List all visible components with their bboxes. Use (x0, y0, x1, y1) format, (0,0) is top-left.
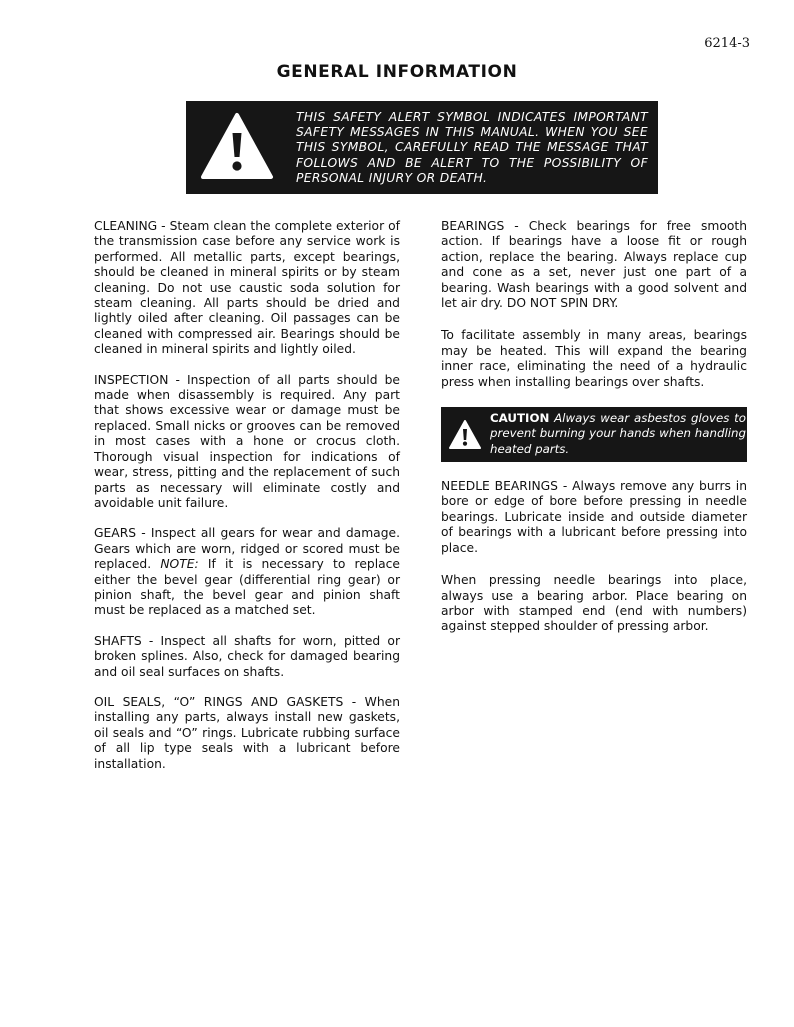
needle-bearings-paragraph (441, 479, 747, 556)
gears-heading: GEARS (94, 526, 137, 541)
oil-seals-paragraph (94, 695, 400, 772)
page-title: GENERAL INFORMATION (276, 62, 518, 82)
right-column (441, 219, 747, 652)
oil-seals-heading: OIL SEALS, “O” RINGS AND GASKETS (94, 694, 344, 709)
needle-bearings-text: - Always remove any burrs in bore or edge of bore before pressing in needle bearings. Lubricate inside and outside diameter of bearings with a lubricant before pressing into place. (441, 479, 747, 555)
inspection-text: - Inspection of all parts should be made when disassembly is required. Any part that shows excessive wear or damage must be replaced. Small nicks or grooves can be removed in most cases with a hone or crocus cloth. Thorough visual inspection for indications of wear, stress, pitting and the replacement of such parts as necessary will eliminate costly and avoidable unit failure. (94, 372, 400, 510)
inspection-paragraph (94, 373, 400, 512)
safety-alert-text: THIS SAFETY ALERT SYMBOL INDICATES IMPORTANT SAFETY MESSAGES IN THIS MANUAL. WHEN YOU SEE THIS SYMBOL, CAREFULLY READ THE MESSAGE THAT FOLLOWS AND BE ALERT TO THE POSSIBILITY OF PERSONAL INJURY OR DEATH. (296, 110, 648, 185)
shafts-paragraph (94, 634, 400, 680)
needle-bearings-heading: NEEDLE BEARINGS (441, 479, 558, 494)
warning-triangle-icon (449, 419, 481, 450)
needle-pressing-paragraph: When pressing needle bearings into place, always use a bearing arbor. Place bearing on arbor with stamped end (end with numbers) against stepped shoulder of pressing arbor. (441, 573, 747, 634)
cleaning-heading: CLEANING (94, 219, 158, 233)
caution-text (490, 411, 746, 457)
gears-text-after: If it is necessary to replace either the bevel gear (differential ring gear) or pinion shaft, the bevel gear and pinion shaft must be replaced as a matched set. (94, 557, 400, 618)
bearings-paragraph (441, 219, 747, 311)
gears-note: NOTE: (160, 557, 199, 572)
safety-alert-box (186, 101, 658, 194)
bearings-heading: BEARINGS (441, 219, 505, 233)
page-number: 6214-3 (704, 36, 750, 51)
bearings-emphasis: DO NOT SPIN DRY. (506, 296, 619, 311)
caution-label: CAUTION (490, 411, 550, 426)
cleaning-paragraph (94, 219, 400, 358)
bearings-text: - Check bearings for free smooth action. If bearings have a loose fit or rough action, replace the bearing. Always replace cup and cone as a set, never just one part of a bearing. Wash bearings with a good solvent and let air dry. (441, 219, 747, 311)
shafts-text: - Inspect all shafts for worn, pitted or broken splines. Also, check for damaged bearing and oil seal surfaces on shafts. (94, 633, 400, 679)
heating-paragraph: To facilitate assembly in many areas, bearings may be heated. This will expand the bearing inner race, eliminating the need of a hydraulic press when installing bearings over shafts. (441, 328, 747, 389)
shafts-heading: SHAFTS (94, 633, 142, 648)
caution-message: Always wear asbestos gloves to prevent burning your hands when handling heated parts. (490, 411, 746, 456)
caution-box (441, 407, 747, 462)
gears-text: - Inspect all gears for wear and damage. Gears which are worn, ridged or scored must be replaced. (94, 526, 400, 572)
cleaning-text: - Steam clean the complete exterior of the transmission case before any service work is performed. All metallic parts, except bearings, should be cleaned in mineral spirits or by steam cleaning. Do not use caustic soda solution for steam cleaning. All parts should be dried and lightly oiled after cleaning. Oil passages can be cleaned with compressed air. Bearings should be cleaned in mineral spirits and lightly oiled. (94, 219, 400, 357)
left-column (94, 219, 400, 787)
gears-paragraph (94, 526, 400, 618)
inspection-heading: INSPECTION (94, 372, 169, 387)
oil-seals-text: - When installing any parts, always install new gaskets, oil seals and “O” rings. Lubricate rubbing surface of all lip type seals with a lubricant before installation. (94, 694, 400, 771)
warning-triangle-icon (200, 111, 274, 181)
